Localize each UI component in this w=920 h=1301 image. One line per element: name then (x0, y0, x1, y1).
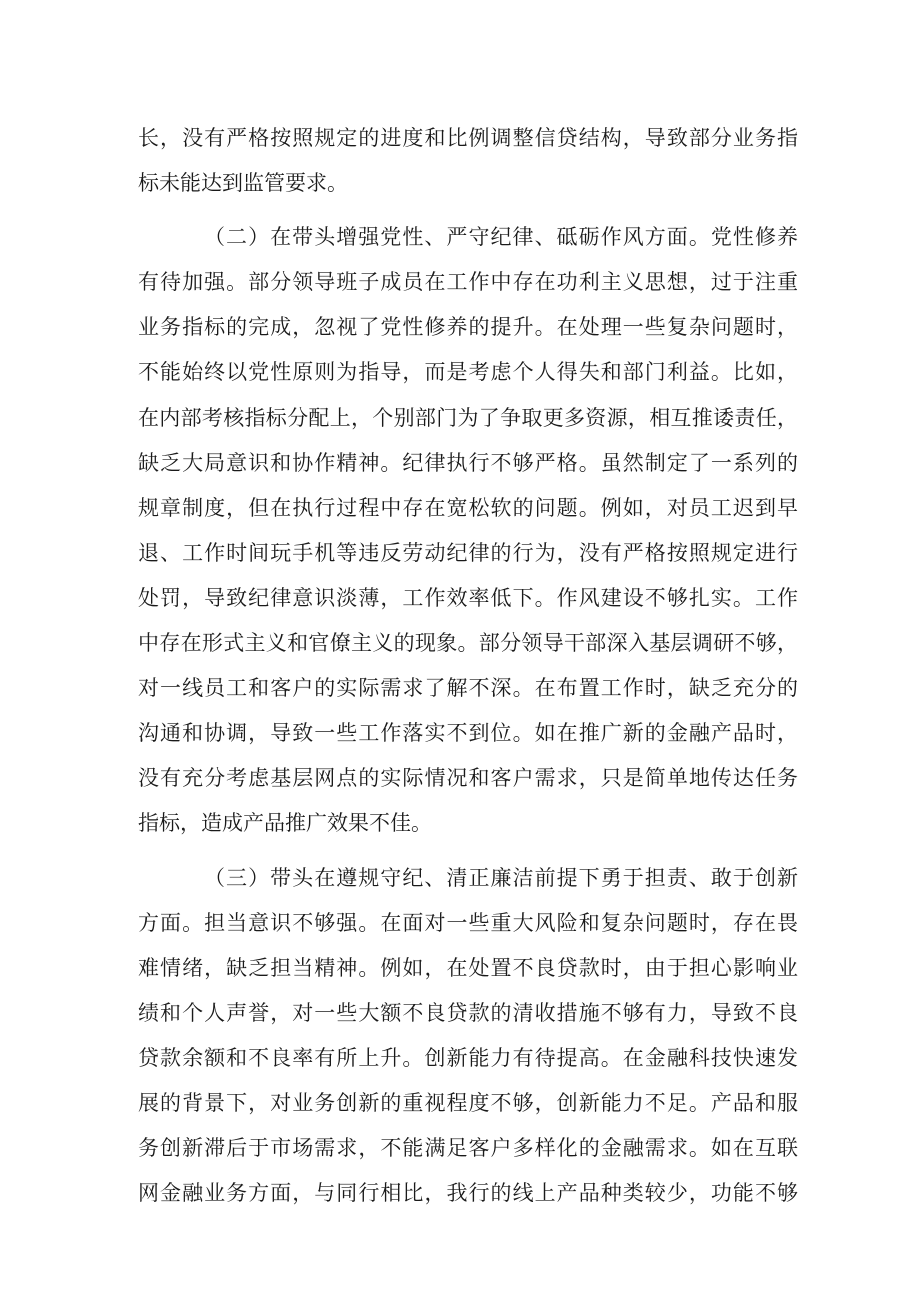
text-line: 规章制度，但在执行过程中存在宽松软的问题。例如，对员工迟到早 (138, 495, 798, 520)
text-line: 指标，造成产品推广效果不佳。 (138, 811, 432, 836)
text-line: 不能始终以党性原则为指导，而是考虑个人得失和部门利益。比如， (138, 360, 798, 385)
paragraph-2 (138, 215, 798, 846)
text-line: 标未能达到监管要求。 (138, 171, 348, 196)
text-line: 在内部考核指标分配上，个别部门为了争取更多资源，相互推诿责任， (138, 405, 798, 430)
paragraph-1 (138, 116, 798, 206)
text-line: 方面。担当意识不够强。在面对一些重大风险和复杂问题时，存在畏 (138, 910, 798, 935)
text-line: 有待加强。部分领导班子成员在工作中存在功利主义思想，过于注重 (138, 270, 798, 295)
text-line: 中存在形式主义和官僚主义的现象。部分领导干部深入基层调研不够， (138, 631, 798, 656)
text-line: 务创新滞后于市场需求，不能满足客户多样化的金融需求。如在互联 (138, 1136, 798, 1161)
text-line: 展的背景下，对业务创新的重视程度不够，创新能力不足。产品和服 (138, 1090, 798, 1115)
text-line: 处罚，导致纪律意识淡薄，工作效率低下。作风建设不够扎实。工作 (138, 585, 798, 610)
text-line: 难情绪，缺乏担当精神。例如，在处置不良贷款时，由于担心影响业 (138, 955, 798, 980)
text-line: 网金融业务方面，与同行相比，我行的线上产品种类较少，功能不够 (138, 1181, 798, 1206)
text-line: 缺乏大局意识和协作精神。纪律执行不够严格。虽然制定了一系列的 (138, 450, 798, 475)
text-line: 贷款余额和不良率有所上升。创新能力有待提高。在金融科技快速发 (138, 1045, 798, 1070)
paragraph-3 (138, 856, 798, 1217)
text-line: （三）带头在遵规守纪、清正廉洁前提下勇于担责、敢于创新 (204, 865, 798, 890)
text-line: 退、工作时间玩手机等违反劳动纪律的行为，没有严格按照规定进行 (138, 540, 798, 565)
text-line: 长，没有严格按照规定的进度和比例调整信贷结构，导致部分业务指 (138, 126, 798, 150)
text-line: 没有充分考虑基层网点的实际情况和客户需求，只是简单地传达任务 (138, 766, 798, 791)
document-body (138, 116, 798, 1216)
text-line: （二）在带头增强党性、严守纪律、砥砺作风方面。党性修养 (204, 225, 798, 250)
text-line: 业务指标的完成，忽视了党性修养的提升。在处理一些复杂问题时， (138, 315, 798, 340)
text-line: 绩和个人声誉，对一些大额不良贷款的清收措施不够有力，导致不良 (138, 1000, 798, 1025)
text-line: 沟通和协调，导致一些工作落实不到位。如在推广新的金融产品时， (138, 721, 798, 746)
text-line: 对一线员工和客户的实际需求了解不深。在布置工作时，缺乏充分的 (138, 676, 798, 701)
